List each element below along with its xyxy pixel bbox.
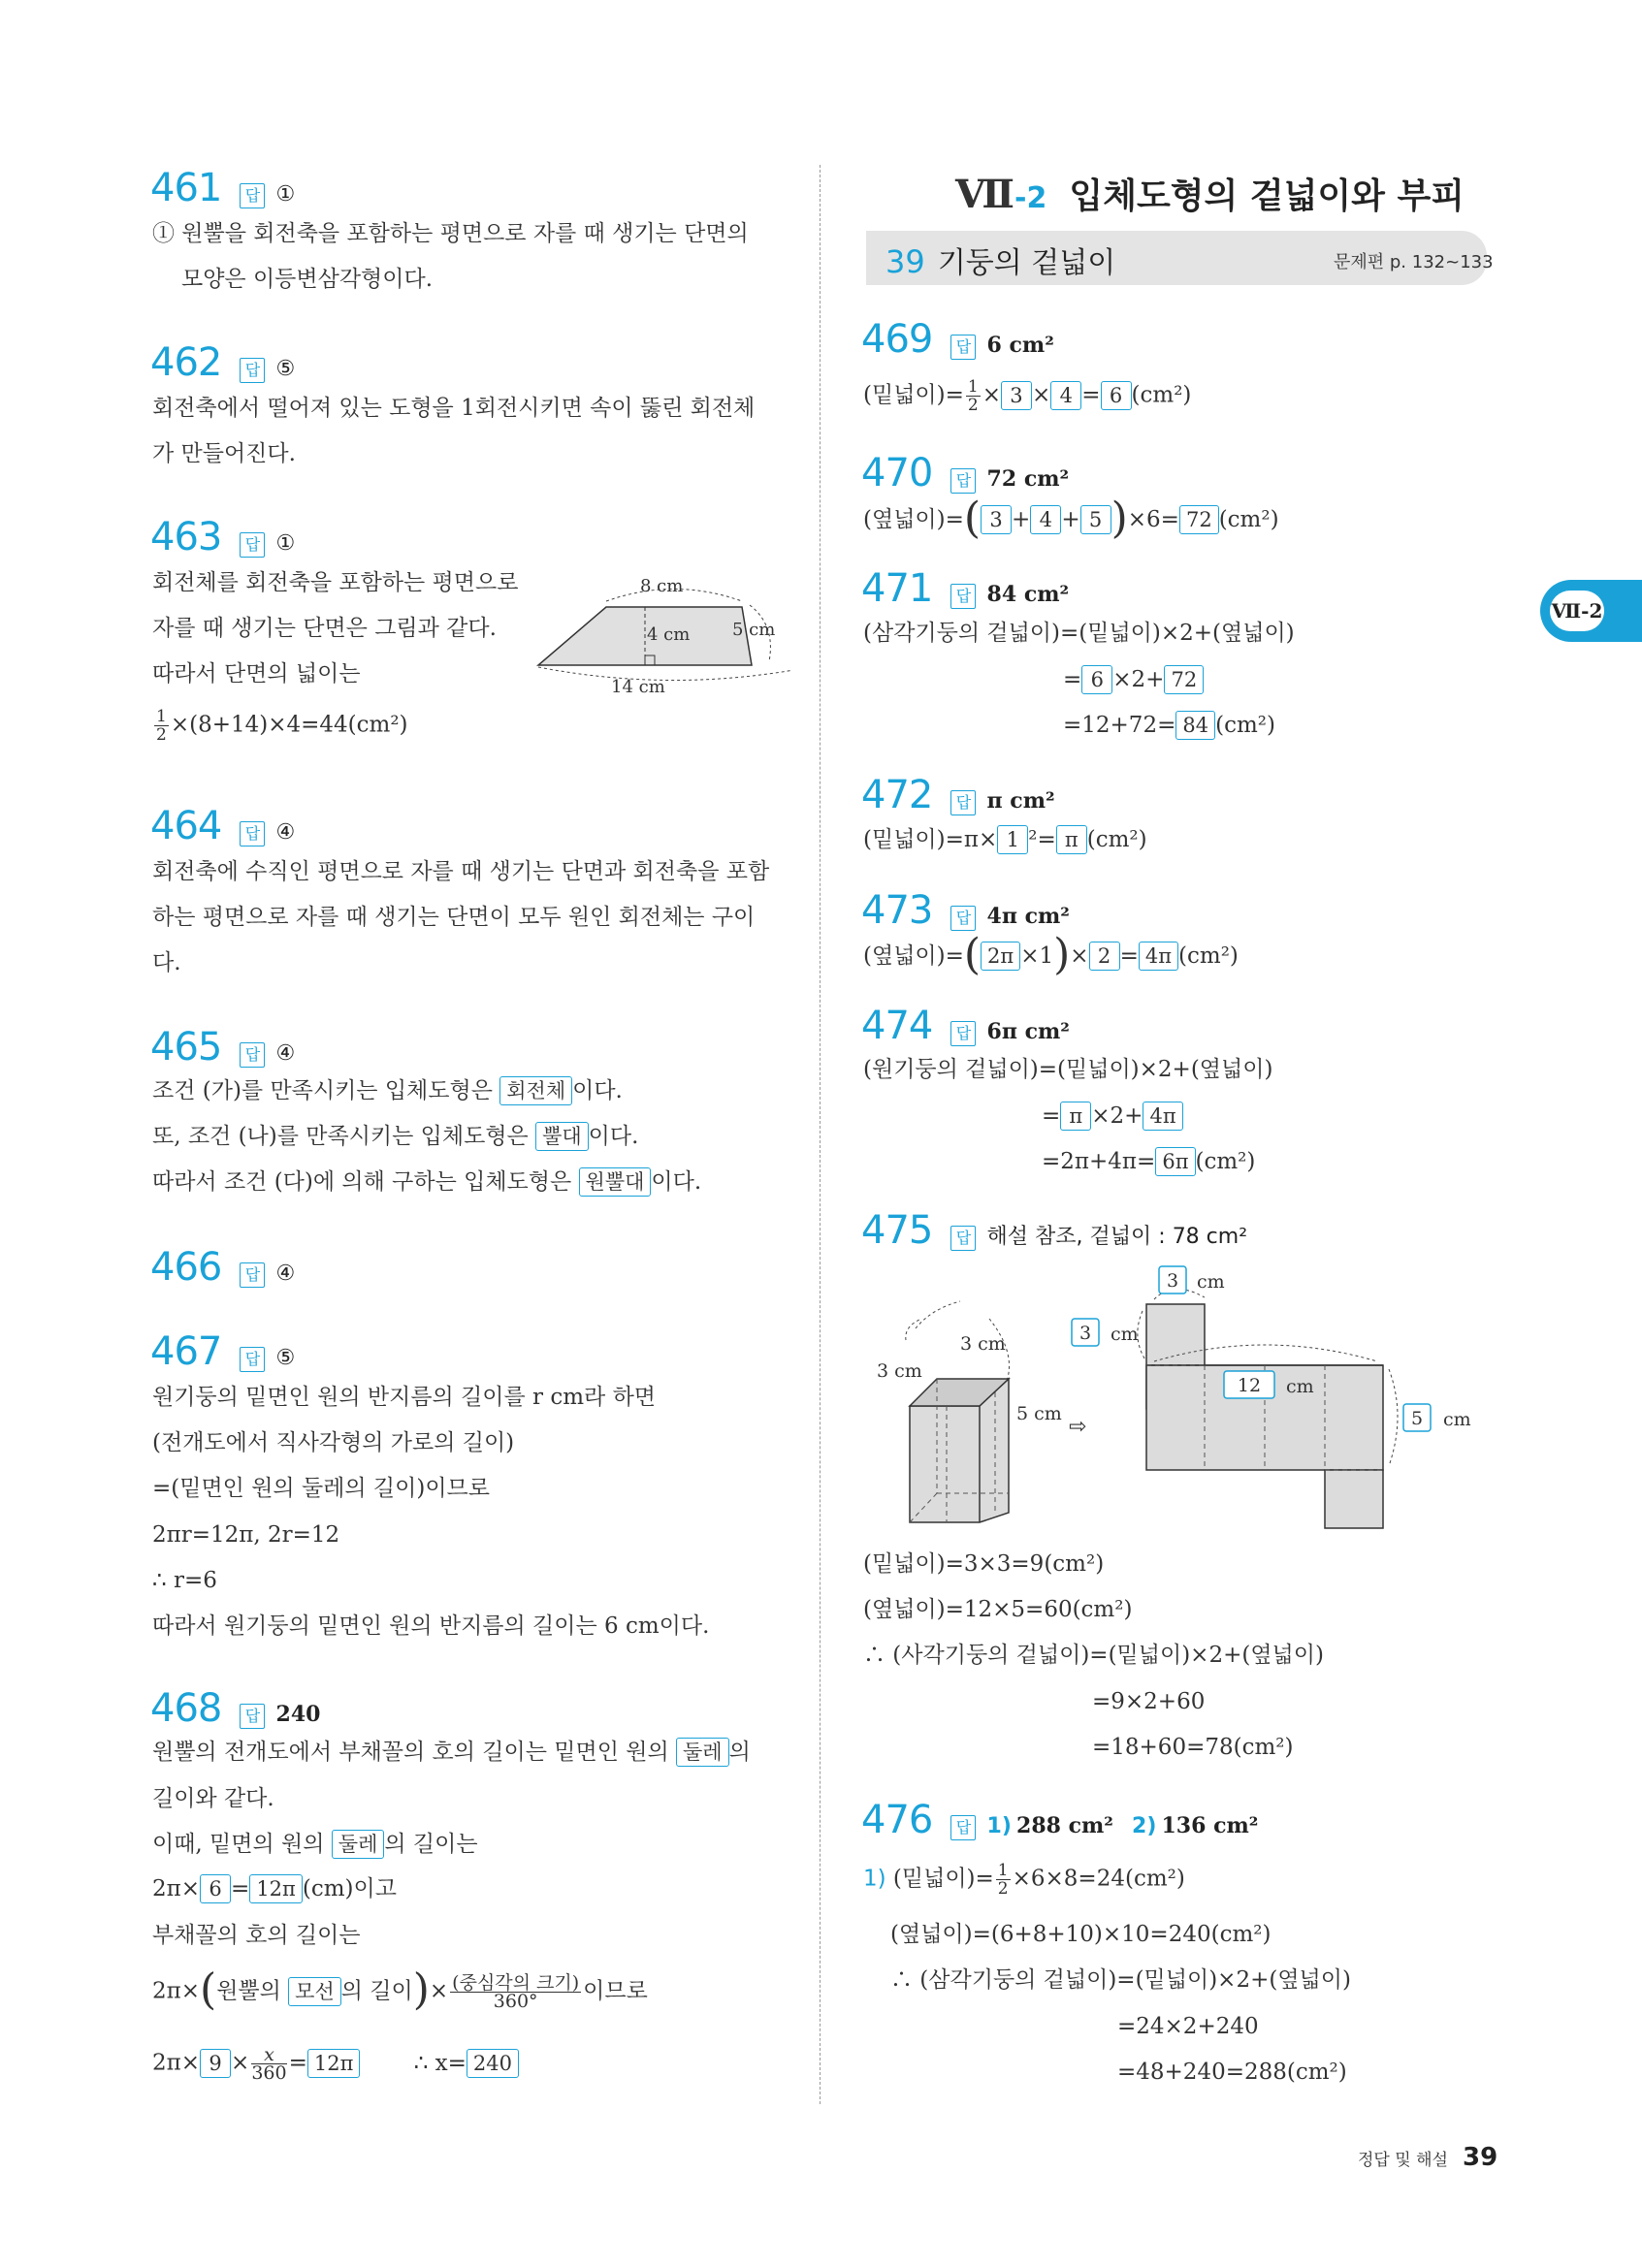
formula-line: (밑넓이)=π× 1 ²= π (cm²)	[863, 827, 1147, 852]
answer-box: 2π	[981, 942, 1020, 971]
answer-box: 3	[981, 505, 1012, 534]
text-line: 원뿔의 전개도에서 부채꼴의 호의 길이는 밑면인 원의 둘레 의	[152, 1740, 751, 1765]
problem-472-header	[861, 774, 1055, 816]
label-side: 5 cm	[732, 620, 776, 640]
answer-value: 해설 참조, 겉넓이 : 78 cm²	[986, 1225, 1248, 1249]
chapter-suffix: -2	[1014, 181, 1047, 215]
answer-box: 4π	[1139, 942, 1178, 971]
net-right-box: 5	[1410, 1408, 1424, 1429]
text-line: 회전축에 수직인 평면으로 자를 때 생기는 단면과 회전축을 포함	[152, 859, 770, 884]
answer-box: 240	[467, 2049, 519, 2078]
problem-number: 463	[150, 515, 222, 559]
fraction: $\frac{1}{2}$	[156, 707, 167, 745]
formula-line: =2π+4π= 6π (cm²)	[1042, 1149, 1256, 1174]
formula-line: = π ×2+ 4π	[1042, 1102, 1183, 1131]
answer-box: 2	[1089, 942, 1120, 971]
answer-value: ①	[275, 531, 296, 556]
fraction: $\frac{\text{(중심각의 크기)}}{360^\circ}$	[452, 1972, 580, 2012]
answer-label-icon: 답	[240, 1704, 265, 1729]
problem-number: 466	[150, 1245, 222, 1290]
problem-476-header: 476 답 1) 288 cm² 2) 136 cm²	[861, 1798, 1259, 1842]
problem-number: 470	[861, 451, 933, 495]
formula-line: (옆넓이)=( 3 + 4 + 5 )×6= 72 (cm²)	[863, 494, 1279, 543]
arrow-icon: ⇨	[1069, 1415, 1087, 1439]
text-line: ① 원뿔을 회전축을 포함하는 평면으로 자를 때 생기는 단면의	[152, 221, 749, 246]
problem-number: 469	[861, 317, 933, 362]
text-line: (밑넓이)=3×3=9(cm²)	[863, 1551, 1105, 1577]
label-top: 8 cm	[640, 576, 684, 596]
fraction: $\frac{1}{2}$	[997, 1861, 1009, 1899]
formula-line: 2π× 9 × $\frac{x}{360}$ = 12π ∴ x= 240	[152, 2046, 519, 2082]
answer-value: ①	[275, 182, 296, 207]
net-top-box: 3	[1166, 1270, 1179, 1292]
text-line: 부채꼴의 호의 길이는	[152, 1923, 361, 1948]
section-number: 39	[885, 243, 925, 280]
text-line: 원기둥의 밑면인 원의 반지름의 길이를 r cm라 하면	[152, 1385, 657, 1410]
net-right-unit: cm	[1443, 1409, 1471, 1430]
answer-value: π cm²	[986, 788, 1055, 814]
answer-box: 12π	[307, 2049, 361, 2078]
answer-value: 72 cm²	[986, 466, 1070, 492]
answer-label-icon: 답	[240, 1262, 265, 1288]
answer-label-icon: 답	[240, 1347, 265, 1372]
problem-466-header	[150, 1246, 295, 1289]
problem-number: 465	[150, 1025, 222, 1070]
text-line: ∴ (삼각기둥의 겉넓이)=(밑넓이)×2+(옆넓이)	[890, 1967, 1351, 1993]
problem-number: 464	[150, 804, 222, 848]
answer-value: ⑤	[275, 357, 296, 381]
answer-label-icon: 답	[240, 358, 265, 383]
answer-box: π	[1060, 1102, 1091, 1131]
text-line: 조건 (가)를 만족시키는 입체도형은 회전체 이다.	[152, 1078, 623, 1103]
text-line: (원기둥의 겉넓이)=(밑넓이)×2+(옆넓이)	[863, 1057, 1273, 1082]
problem-464-header	[150, 805, 295, 847]
formula-line: =12+72= 84 (cm²)	[1063, 713, 1275, 738]
problem-473-header	[861, 889, 1070, 932]
net-left-box: 3	[1079, 1323, 1092, 1344]
footer-label: 정답 및 해설	[1358, 2151, 1448, 2170]
answer-value: 84 cm²	[986, 582, 1070, 607]
problem-number: 472	[861, 773, 933, 817]
text-line: 또, 조건 (나)를 만족시키는 입체도형은 뿔대 이다.	[152, 1124, 639, 1149]
problem-number: 461	[150, 166, 222, 210]
problem-465-header	[150, 1026, 295, 1069]
answer-value: 136 cm²	[1161, 1813, 1259, 1838]
formula-line: 1) (밑넓이)= $\frac{1}{2}$ ×6×8=24(cm²)	[863, 1861, 1185, 1899]
answer-box: 뿔대	[535, 1122, 589, 1151]
answer-value: ④	[275, 1262, 296, 1286]
answer-box: 둘레	[332, 1830, 385, 1859]
answer-value: ④	[275, 1041, 296, 1066]
prism-and-net-figure	[863, 1261, 1484, 1551]
chapter-title	[955, 169, 1465, 218]
side-tab-label: Ⅶ-2	[1550, 591, 1604, 631]
net-mid-unit: cm	[1286, 1376, 1314, 1397]
fraction: $\frac{1}{2}$	[967, 377, 979, 415]
chapter-numeral: Ⅶ	[955, 172, 1014, 217]
problem-number: 471	[861, 566, 933, 611]
problem-475-header	[861, 1209, 1247, 1252]
prism-top-label: 3 cm	[960, 1333, 1006, 1355]
answer-box: 6	[1101, 381, 1132, 410]
problem-461-header	[150, 167, 295, 209]
answer-box: 1	[997, 825, 1028, 854]
trapezoid-figure	[529, 572, 790, 698]
answer-box: 3	[1001, 381, 1032, 410]
net-left-unit: cm	[1111, 1324, 1139, 1345]
formula-line: $\frac{1}{2}$ ×(8+14)×4=44(cm²)	[156, 707, 408, 745]
answer-label-icon: 답	[240, 183, 265, 208]
text-line: =18+60=78(cm²)	[1092, 1735, 1294, 1760]
label-height: 4 cm	[647, 624, 691, 645]
formula-line: (밑넓이)= $\frac{1}{2}$ × 3 × 4 = 6 (cm²)	[863, 377, 1192, 415]
answer-box: 회전체	[499, 1076, 572, 1105]
page-number: 39	[1463, 2143, 1498, 2172]
answer-box: 12π	[249, 1874, 303, 1903]
prism-left-label: 3 cm	[877, 1360, 922, 1382]
answer-label-icon: 답	[950, 584, 976, 609]
problem-474-header	[861, 1005, 1070, 1047]
formula-line: 2π× 6 = 12π (cm)이고	[152, 1876, 397, 1901]
answer-box: 4	[1050, 381, 1081, 410]
answer-value: 4π cm²	[986, 904, 1070, 929]
answer-value: ⑤	[275, 1346, 296, 1370]
label-bottom: 14 cm	[611, 677, 665, 697]
problem-468-header	[150, 1687, 320, 1730]
problem-463-header	[150, 516, 295, 559]
answer-label-icon: 답	[950, 906, 976, 931]
answer-box: 6	[1081, 665, 1112, 694]
answer-box: 4	[1030, 505, 1061, 534]
prism-height-label: 5 cm	[1016, 1403, 1062, 1424]
text-line: 길이와 같다.	[152, 1786, 274, 1811]
answer-box: 원뿔대	[579, 1167, 652, 1197]
text-line: ∴ (사각기둥의 겉넓이)=(밑넓이)×2+(옆넓이)	[863, 1643, 1324, 1668]
answer-value: 6π cm²	[986, 1019, 1070, 1044]
column-divider	[820, 165, 821, 2104]
side-tab	[1540, 580, 1642, 642]
text-line: 따라서 조건 (다)에 의해 구하는 입체도형은 원뿔대 이다.	[152, 1169, 702, 1195]
text-line: 자를 때 생기는 단면은 그림과 같다.	[152, 616, 497, 641]
text-line: =24×2+240	[1117, 2014, 1259, 2039]
section-ref: 문제편 p. 132~133	[1334, 252, 1494, 272]
fraction: $\frac{x}{360}$	[251, 2044, 287, 2084]
answer-label-icon: 답	[950, 335, 976, 360]
formula-line: 2π×(원뿔의 모선 의 길이)× $\frac{\text{(중심각의 크기)}}{360^\circ}$ 이므로	[152, 1965, 648, 2015]
problem-number: 476	[861, 1798, 933, 1842]
text-line: 모양은 이등변삼각형이다.	[181, 267, 434, 292]
answer-box: 72	[1179, 505, 1219, 534]
text-line: 따라서 단면의 넓이는	[152, 661, 361, 687]
text-line: (옆넓이)=12×5=60(cm²)	[863, 1597, 1133, 1622]
text-line: =9×2+60	[1092, 1689, 1206, 1714]
text-line: 이때, 밑면의 원의 둘레 의 길이는	[152, 1832, 478, 1857]
answer-value: 288 cm²	[1016, 1813, 1113, 1838]
answer-box: 둘레	[676, 1738, 729, 1767]
text-line: (삼각기둥의 겉넓이)=(밑넓이)×2+(옆넓이)	[863, 621, 1295, 646]
answer-label-icon: 답	[950, 468, 976, 494]
text-line: (전개도에서 직사각형의 가로의 길이)	[152, 1430, 515, 1455]
answer-box: 9	[200, 2049, 231, 2078]
problem-number: 468	[150, 1686, 222, 1731]
problem-number: 474	[861, 1004, 933, 1048]
answer-label-icon: 답	[950, 1226, 976, 1251]
section-title: 기둥의 겉넓이	[937, 246, 1116, 280]
answer-box: 모선	[288, 1977, 341, 2006]
problem-number: 462	[150, 340, 222, 385]
net-top-unit: cm	[1197, 1271, 1225, 1293]
answer-value: 240	[275, 1702, 321, 1727]
answer-box: 5	[1080, 505, 1111, 534]
problem-462-header	[150, 341, 295, 384]
formula-line: = 6 ×2+ 72	[1063, 665, 1204, 694]
problem-number: 473	[861, 888, 933, 933]
text-line: 다.	[152, 950, 181, 975]
net-mid-box: 12	[1237, 1375, 1262, 1396]
problem-467-header	[150, 1330, 295, 1373]
answer-box: 72	[1164, 665, 1204, 694]
text-line: 회전축에서 떨어져 있는 도형을 1회전시키면 속이 뚫린 회전체	[152, 396, 756, 421]
answer-label-icon: 답	[240, 532, 265, 558]
text-line: (옆넓이)=(6+8+10)×10=240(cm²)	[890, 1922, 1272, 1947]
answer-label-icon: 답	[950, 1021, 976, 1046]
text-line: =(밑면인 원의 둘레의 길이)이므로	[152, 1476, 490, 1501]
answer-box: 4π	[1143, 1102, 1182, 1131]
answer-box: 6π	[1155, 1147, 1195, 1176]
section-header	[885, 239, 1115, 281]
text-line: ∴ r=6	[152, 1568, 217, 1593]
text-line: =48+240=288(cm²)	[1117, 2060, 1347, 2085]
problem-469-header	[861, 318, 1054, 361]
answer-value: 6 cm²	[986, 333, 1054, 358]
answer-box: π	[1056, 825, 1087, 854]
text-line: 회전체를 회전축을 포함하는 평면으로	[152, 570, 519, 595]
answer-box: 84	[1175, 711, 1215, 740]
answer-label-icon: 답	[950, 790, 976, 815]
net-drawing	[1138, 1289, 1398, 1528]
answer-label-icon: 답	[240, 821, 265, 847]
page-footer	[1358, 2143, 1497, 2172]
text-line: 2πr=12π, 2r=12	[152, 1522, 340, 1548]
problem-471-header	[861, 567, 1069, 610]
chapter-name: 입체도형의 겉넓이와 부피	[1069, 176, 1465, 216]
answer-value: ④	[275, 820, 296, 845]
problem-number: 475	[861, 1208, 933, 1253]
answer-box: 6	[200, 1874, 231, 1903]
answer-label-icon: 답	[240, 1042, 265, 1068]
answer-label-icon: 답	[950, 1815, 976, 1840]
text-line: 가 만들어진다.	[152, 441, 296, 466]
formula-line: (옆넓이)=( 2π ×1)× 2 = 4π (cm²)	[863, 930, 1239, 979]
problem-470-header	[861, 452, 1069, 495]
problem-number: 467	[150, 1329, 222, 1374]
text-line: 하는 평면으로 자를 때 생기는 단면이 모두 원인 회전체는 구이	[152, 905, 756, 930]
text-line: 따라서 원기둥의 밑면인 원의 반지름의 길이는 6 cm이다.	[152, 1613, 710, 1639]
